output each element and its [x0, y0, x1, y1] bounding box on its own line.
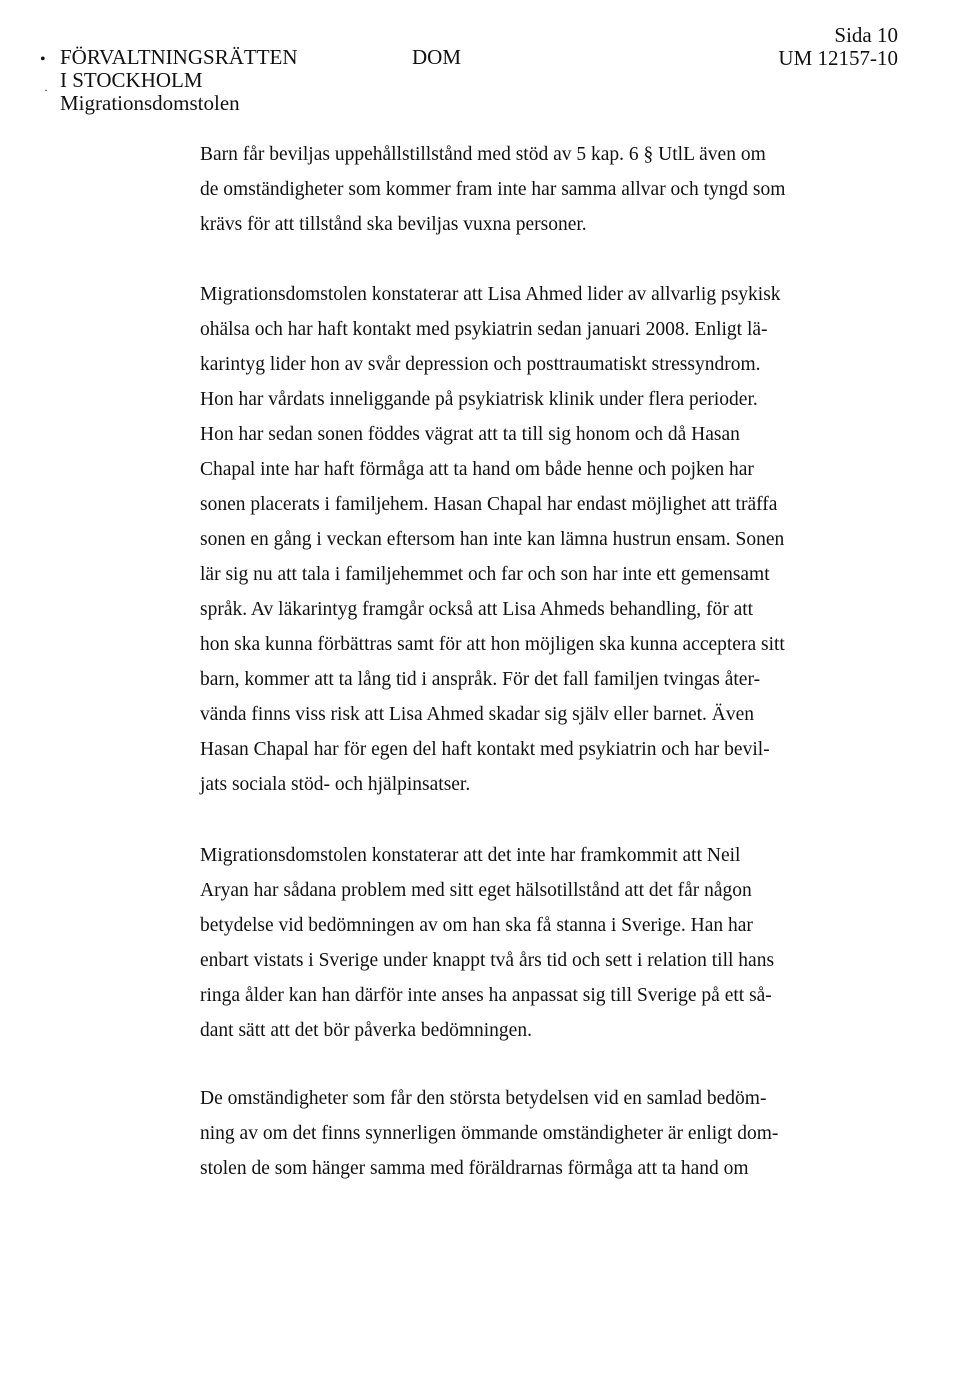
- text-line: Aryan har sådana problem med sitt eget hälsotillstånd att det får någon: [200, 880, 752, 901]
- text-line: ning av om det finns synnerligen ömmande omständigheter är enligt dom-: [200, 1123, 779, 1144]
- text-line: hon ska kunna förbättras samt för att hon möjligen ska kunna acceptera sitt: [200, 634, 785, 655]
- document-type: DOM: [412, 45, 462, 69]
- text-line: krävs för att tillstånd ska beviljas vuxna personer.: [200, 214, 587, 235]
- text-line: barn, kommer att ta lång tid i anspråk. För det fall familjen tvingas åter-: [200, 669, 761, 690]
- paragraph-2: [200, 277, 840, 802]
- text-line: ohälsa och har haft kontakt med psykiatrin sedan januari 2008. Enligt lä-: [200, 319, 768, 340]
- court-name-line3: Migrationsdomstolen: [60, 91, 240, 115]
- text-line: betydelse vid bedömningen av om han ska få stanna i Sverige. Han har: [200, 915, 753, 936]
- case-number: UM 12157-10: [778, 46, 898, 70]
- text-line: Hon har vårdats inneliggande på psykiatrisk klinik under flera perioder.: [200, 389, 758, 410]
- text-line: dant sätt att det bör påverka bedömningen.: [200, 1020, 532, 1041]
- text-line: Chapal inte har haft förmåga att ta hand om både henne och pojken har: [200, 459, 754, 480]
- text-line: Barn får beviljas uppehållstillstånd med stöd av 5 kap. 6 § UtlL även om: [200, 144, 766, 165]
- text-line: stolen de som hänger samma med föräldrarnas förmåga att ta hand om: [200, 1158, 749, 1179]
- text-line: Hasan Chapal har för egen del haft kontakt med psykiatrin och har bevil-: [200, 739, 770, 760]
- court-name-block: [60, 46, 298, 115]
- text-line: ringa ålder kan han därför inte anses ha anpassat sig till Sverige på ett så-: [200, 985, 772, 1006]
- text-line: vända finns viss risk att Lisa Ahmed skadar sig själv eller barnet. Även: [200, 704, 754, 725]
- text-line: sonen placerats i familjehem. Hasan Chapal har endast möjlighet att träffa: [200, 494, 778, 515]
- text-line: jats sociala stöd- och hjälpinsatser.: [200, 774, 471, 795]
- page-number: Sida 10: [834, 23, 898, 47]
- margin-dot-mark: ·: [44, 83, 48, 97]
- text-line: språk. Av läkarintyg framgår också att Lisa Ahmeds behandling, för att: [200, 599, 754, 620]
- text-line: sonen en gång i veckan eftersom han inte kan lämna hustrun ensam. Sonen: [200, 529, 785, 550]
- text-line: de omständigheter som kommer fram inte har samma allvar och tyngd som: [200, 179, 786, 200]
- text-line: Migrationsdomstolen konstaterar att Lisa Ahmed lider av allvarlig psykisk: [200, 284, 781, 305]
- margin-dot-mark: •: [40, 51, 46, 68]
- court-name-line1: FÖRVALTNINGSRÄTTEN: [60, 45, 298, 69]
- paragraph-1: [200, 137, 840, 242]
- page-info-block: [778, 24, 898, 70]
- text-line: De omständigheter som får den största betydelsen vid en samlad bedöm-: [200, 1088, 767, 1109]
- court-name-line2: I STOCKHOLM: [60, 68, 203, 92]
- text-line: enbart vistats i Sverige under knappt två års tid och sett i relation till hans: [200, 950, 775, 971]
- text-line: karintyg lider hon av svår depression och posttraumatiskt stressyndrom.: [200, 354, 761, 375]
- text-line: Migrationsdomstolen konstaterar att det inte har framkommit att Neil: [200, 845, 741, 866]
- paragraph-4: [200, 1081, 840, 1186]
- text-line: lär sig nu att tala i familjehemmet och far och son har inte ett gemensamt: [200, 564, 770, 585]
- text-line: Hon har sedan sonen föddes vägrat att ta till sig honom och då Hasan: [200, 424, 740, 445]
- paragraph-3: [200, 838, 840, 1048]
